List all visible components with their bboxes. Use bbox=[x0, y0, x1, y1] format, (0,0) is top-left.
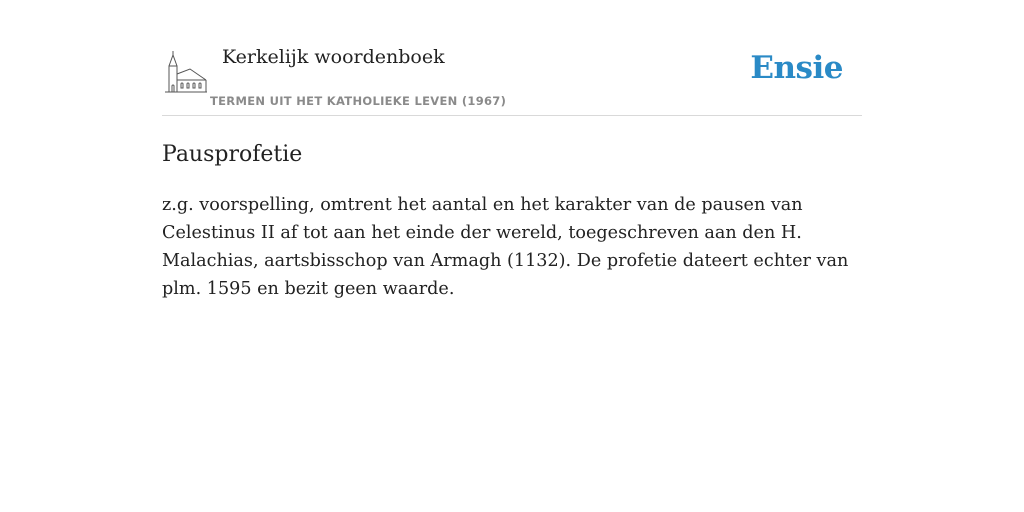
entry-definition: z.g. voorspelling, omtrent het aantal en het karakter van de pausen van Celestinus II af tot aan het einde der wereld, toegeschreven aan den H. Malachias, aartsbisschop van Armagh (1132). De profetie dateert echter van plm. 1595 en bezit geen waarde. bbox=[162, 195, 849, 299]
church-icon[interactable] bbox=[164, 50, 208, 94]
dictionary-subtitle: TERMEN UIT HET KATHOLIEKE LEVEN (1967) bbox=[210, 94, 507, 108]
page bbox=[162, 0, 862, 303]
header bbox=[162, 44, 862, 116]
ensie-logo-link[interactable]: Ensie bbox=[750, 50, 843, 86]
entry-lemma: Pausprofetie bbox=[162, 142, 303, 167]
dictionary-title[interactable]: Kerkelijk woordenboek bbox=[222, 46, 445, 68]
